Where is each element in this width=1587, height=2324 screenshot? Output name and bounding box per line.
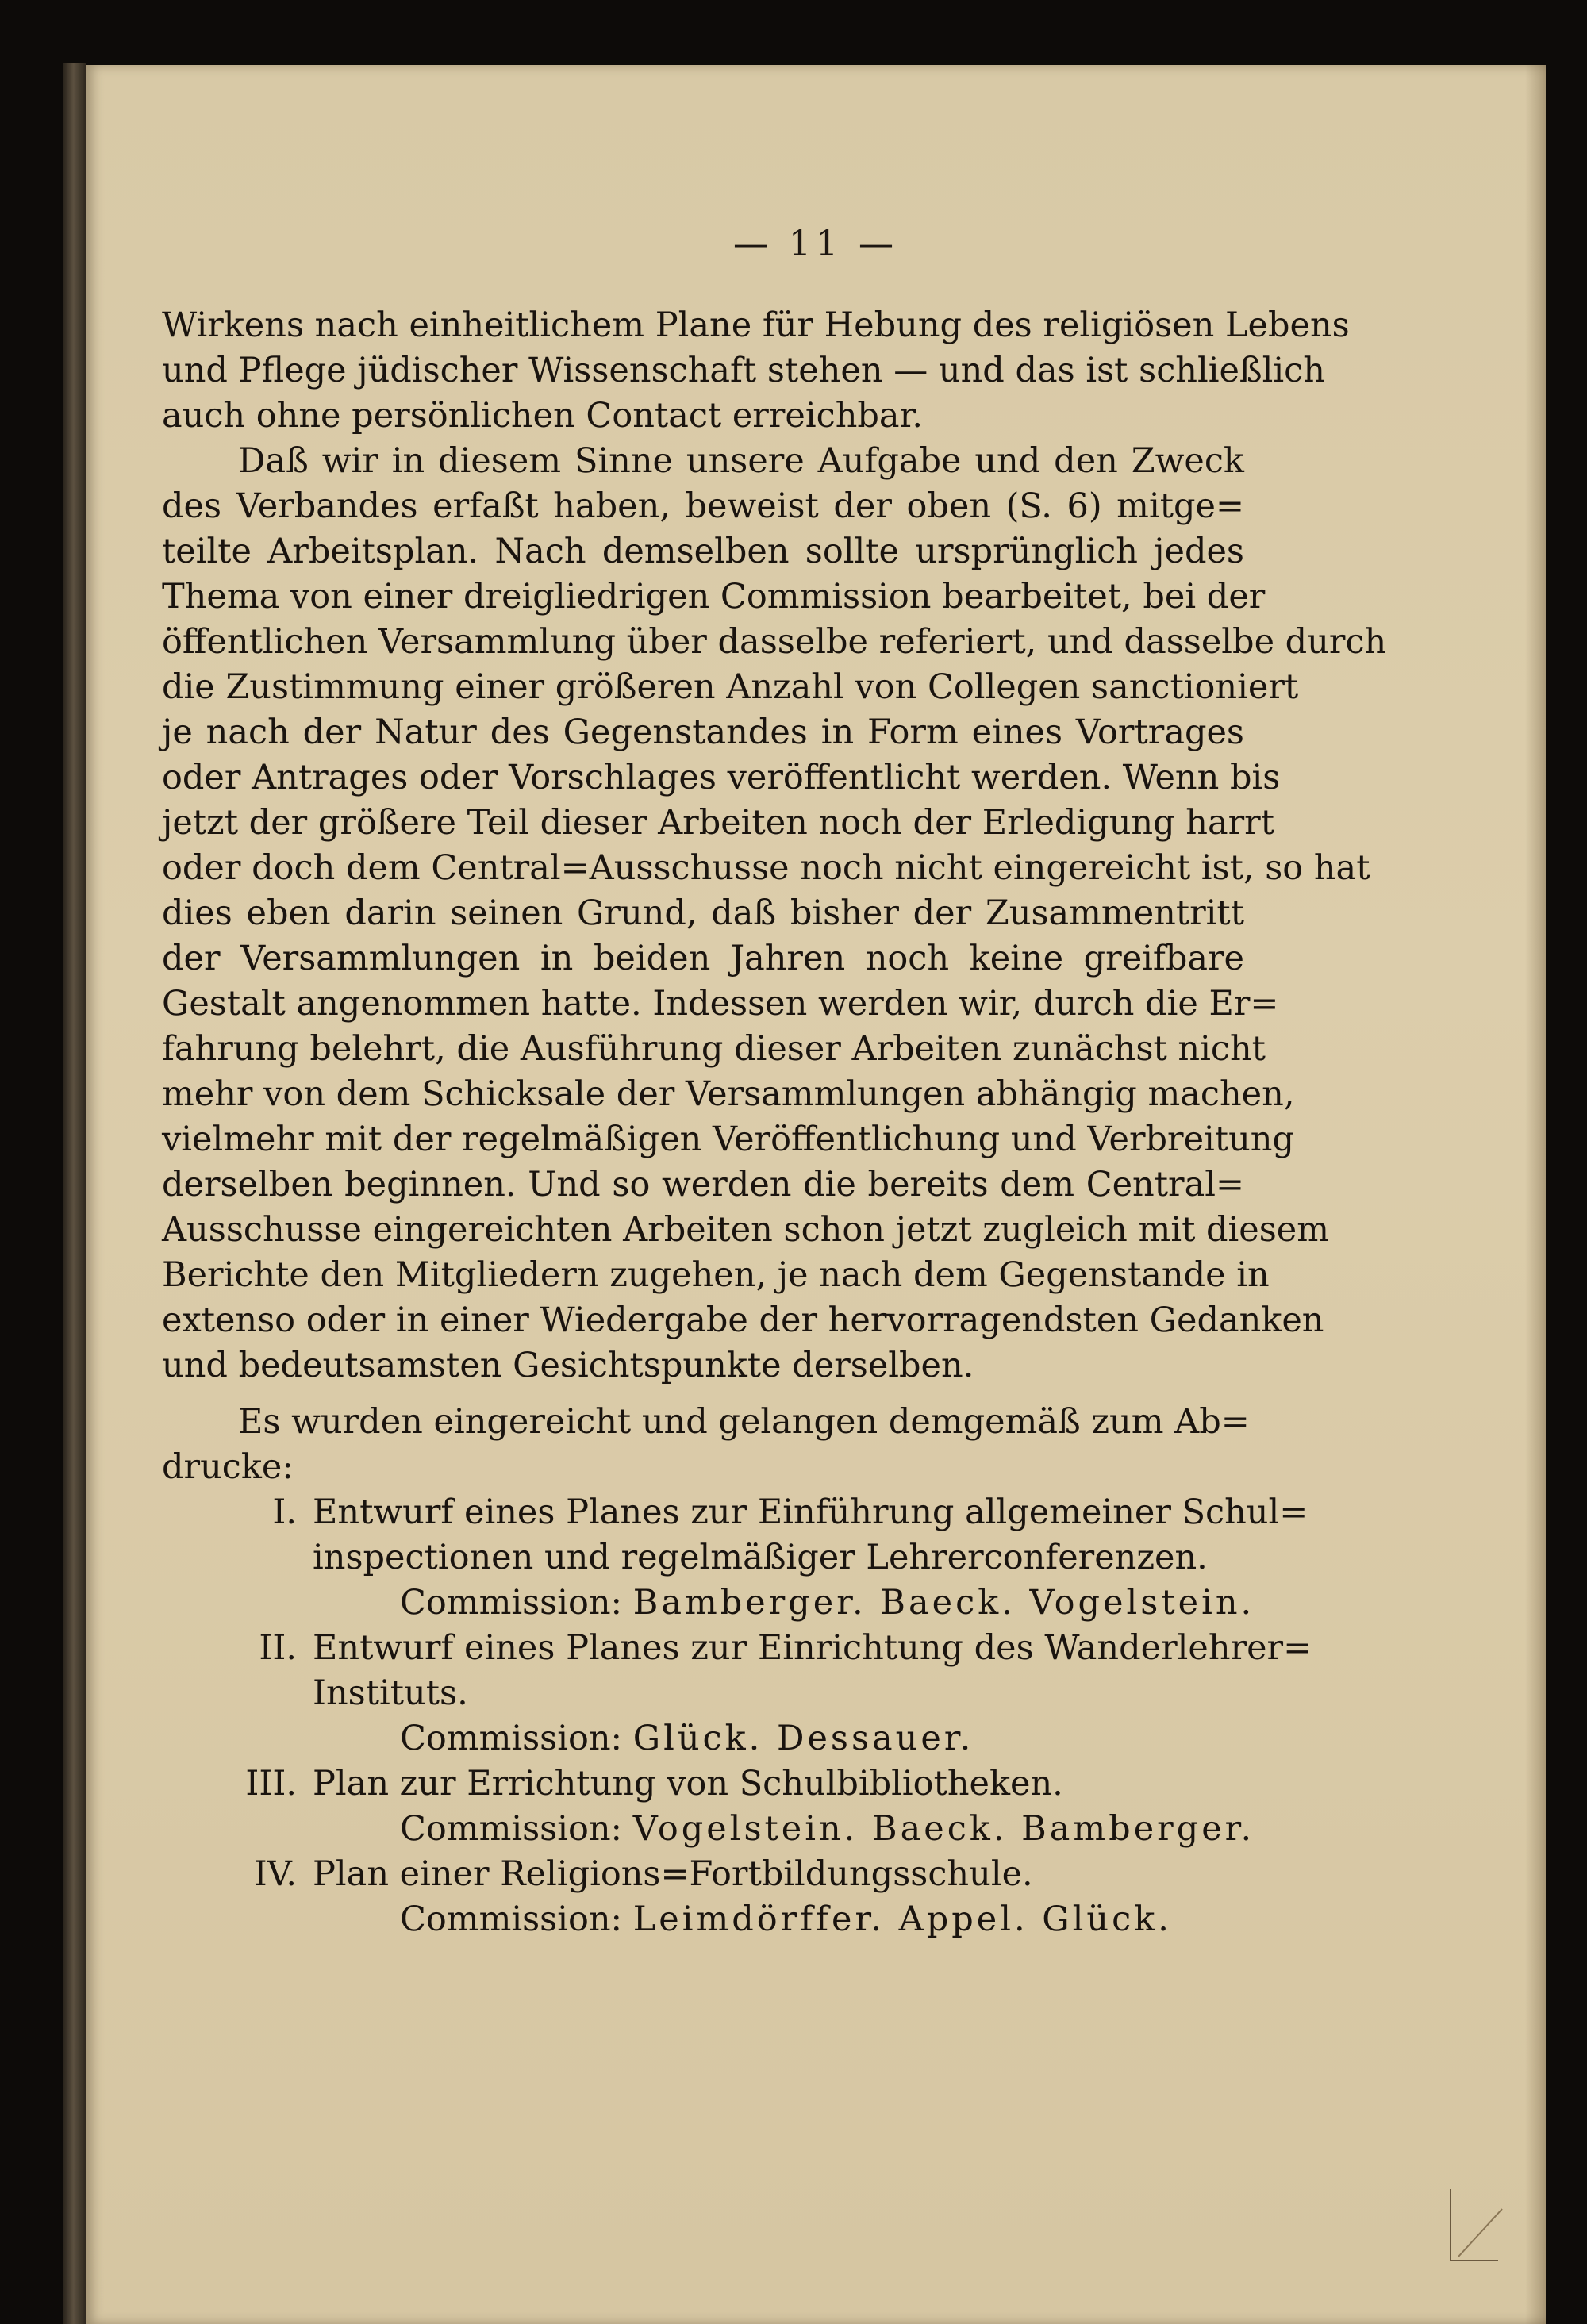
paragraph xyxy=(162,439,1387,1389)
page-text xyxy=(162,303,1387,1942)
paragraph xyxy=(162,303,1350,439)
commission-line xyxy=(162,1581,1255,1626)
text-line: drucke: xyxy=(162,1447,294,1487)
text-line: dies eben darin seinen Grund, daß bisher der Zusammentritt xyxy=(162,893,1244,933)
commission-line xyxy=(162,1897,1244,1942)
item-text-line: Instituts. xyxy=(313,1673,468,1713)
item-text-line: inspectionen und regelmäßiger Lehrerconferenzen. xyxy=(313,1538,1208,1577)
paragraph xyxy=(162,1400,1250,1490)
text-line: Berichte den Mitgliedern zugehen, je nach dem Gegenstande in xyxy=(162,1255,1270,1295)
commission-line xyxy=(162,1716,1244,1761)
text-line: extenso oder in einer Wiedergabe der hervorragendsten Gedanken xyxy=(162,1300,1324,1340)
text-line: fahrung belehrt, die Ausführung dieser Arbeiten zunächst nicht xyxy=(162,1029,1266,1069)
list-numeral: II. xyxy=(259,1628,297,1668)
text-line: oder doch dem Central=Ausschusse noch nicht eingereicht ist, so hat xyxy=(162,848,1370,888)
text-line: Ausschusse eingereichten Arbeiten schon jetzt zugleich mit diesem xyxy=(162,1210,1330,1250)
text-line: mehr von dem Schicksale der Versammlungen abhängig machen, xyxy=(162,1074,1295,1114)
page-number: — 11 — xyxy=(733,224,898,264)
item-text-line: Plan einer Religions=Fortbildungsschule. xyxy=(313,1854,1033,1894)
text-line: des Verbandes erfaßt haben, beweist der oben (S. 6) mitge= xyxy=(162,486,1244,526)
text-line: teilte Arbeitsplan. Nach demselben sollte ursprünglich jedes xyxy=(162,532,1244,571)
book-binding-edge xyxy=(63,63,86,2324)
commission-line xyxy=(162,1807,1255,1852)
text-line: vielmehr mit der regelmäßigen Veröffentlichung und Verbreitung xyxy=(162,1120,1294,1159)
text-line: Thema von einer dreigliedrigen Commission bearbeitet, bei der xyxy=(162,577,1266,617)
item-text-line: Entwurf eines Planes zur Einführung allgemeiner Schul= xyxy=(313,1492,1308,1532)
list-item-body xyxy=(313,1852,1244,1897)
text-line: auch ohne persönlichen Contact erreichbar. xyxy=(162,396,924,436)
commission-label: Commission: xyxy=(400,1809,623,1849)
list-item xyxy=(162,1490,1308,1581)
commission-label: Commission: xyxy=(400,1583,623,1623)
text-line: und bedeutsamsten Gesichtspunkte derselben. xyxy=(162,1346,974,1385)
text-line: und Pflege jüdischer Wissenschaft stehen — und das ist schließlich xyxy=(162,351,1325,390)
text-line: derselben beginnen. Und so werden die bereits dem Central= xyxy=(162,1165,1244,1204)
text-line: der Versammlungen in beiden Jahren noch keine greifbare xyxy=(162,939,1244,978)
commission-label: Commission: xyxy=(400,1900,623,1939)
text-line: Es wurden eingereicht und gelangen demgemäß zum Ab= xyxy=(238,1402,1250,1442)
text-line: Gestalt angenommen hatte. Indessen werden wir, durch die Er= xyxy=(162,984,1279,1024)
list-item xyxy=(162,1852,1244,1897)
list-item-body xyxy=(313,1626,1312,1716)
item-text-line: Entwurf eines Planes zur Einrichtung des Wanderlehrer= xyxy=(313,1628,1312,1668)
page-corner-fold-icon xyxy=(1443,2173,1506,2276)
text-line: öffentlichen Versammlung über dasselbe referiert, und dasselbe durch xyxy=(162,622,1387,662)
commission-names: Glück. Dessauer. xyxy=(632,1719,974,1758)
list-item-body xyxy=(313,1761,1244,1807)
commission-names: Leimdörffer. Appel. Glück. xyxy=(632,1900,1172,1939)
text-line: jetzt der größere Teil dieser Arbeiten noch der Erledigung harrt xyxy=(162,803,1274,843)
list-item xyxy=(162,1761,1244,1807)
commission-names: Bamberger. Baeck. Vogelstein. xyxy=(632,1583,1255,1623)
text-line: je nach der Natur des Gegenstandes in Form eines Vortrages xyxy=(162,713,1244,752)
submission-list xyxy=(162,1490,1312,1942)
list-item-body xyxy=(313,1490,1308,1581)
commission-label: Commission: xyxy=(400,1719,623,1758)
text-line: oder Antrages oder Vorschlages veröffentlicht werden. Wenn bis xyxy=(162,758,1281,797)
text-line: Wirkens nach einheitlichem Plane für Hebung des religiösen Lebens xyxy=(162,305,1350,345)
text-line: Daß wir in diesem Sinne unsere Aufgabe und den Zweck xyxy=(238,441,1244,481)
list-item xyxy=(162,1626,1312,1716)
list-numeral: I. xyxy=(272,1492,297,1532)
commission-names: Vogelstein. Baeck. Bamberger. xyxy=(632,1809,1255,1849)
page-edge-shadow xyxy=(1525,65,1546,2324)
list-numeral: III. xyxy=(245,1764,297,1804)
item-text-line: Plan zur Errichtung von Schulbibliotheken. xyxy=(313,1764,1063,1804)
list-numeral: IV. xyxy=(253,1854,297,1894)
book-page xyxy=(86,65,1546,2324)
text-line: die Zustimmung einer größeren Anzahl von Collegen sanctioniert xyxy=(162,667,1299,707)
